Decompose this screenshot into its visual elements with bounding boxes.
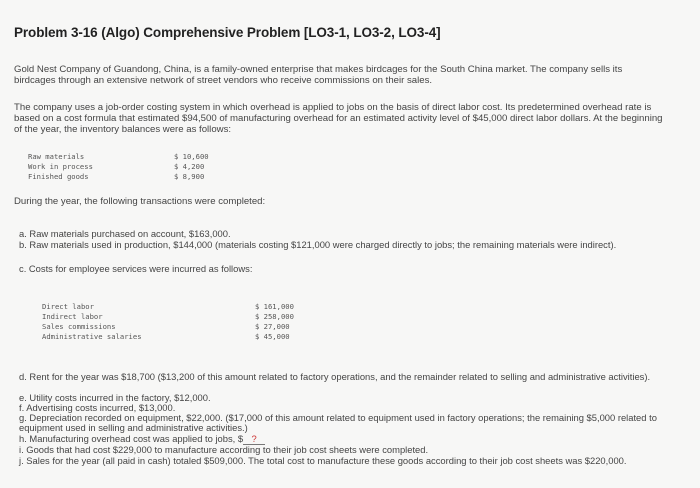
transaction-b: b. Raw materials used in production, $144,000 (materials costing $121,000 were charged directly to jobs; the remaining materials were indirect). xyxy=(19,239,617,250)
employee-cost-label: Sales commissions xyxy=(42,322,116,331)
transactions-intro: During the year, the following transactions were completed: xyxy=(14,196,266,207)
inventory-value: $ 4,200 xyxy=(174,162,205,171)
employee-cost-value: $ 27,000 xyxy=(255,322,290,331)
employee-cost-label: Indirect labor xyxy=(42,312,103,321)
employee-costs-table xyxy=(42,302,342,342)
employee-cost-row xyxy=(42,322,342,332)
employee-cost-value: $ 45,000 xyxy=(255,332,290,341)
costing-paragraph: The company uses a job-order costing system in which overhead is applied to jobs on the basis of direct labor cost. Its predetermined overhead rate is based on a cost formula that estimated $94,500 of manufacturing overhead for an estimated activity level of $45,000 direct labor dollars. At the beginning of the year, the inventory balances were as follows: xyxy=(14,102,663,135)
problem-title: Problem 3-16 (Algo) Comprehensive Problem [LO3-1, LO3-2, LO3-4] xyxy=(14,25,441,40)
inventory-row-finished-goods xyxy=(28,172,228,182)
inventory-balances-table xyxy=(28,152,228,182)
employee-cost-row xyxy=(42,302,342,312)
transaction-g: g. Depreciation recorded on equipment, $22,000. ($17,000 of this amount related to equipment used in factory operations; the remaining $5,000 related to equipment used in selling and administrative activities.) xyxy=(19,412,657,433)
employee-cost-label: Administrative salaries xyxy=(42,332,142,341)
transaction-c: c. Costs for employee services were incurred as follows: xyxy=(19,263,253,274)
employee-cost-value: $ 161,000 xyxy=(255,302,294,311)
inventory-value: $ 8,900 xyxy=(174,172,205,181)
employee-cost-label: Direct labor xyxy=(42,302,94,311)
inventory-label: Work in process xyxy=(28,162,93,171)
inventory-row-raw-materials xyxy=(28,152,228,162)
transaction-d: d. Rent for the year was $18,700 ($13,200 of this amount related to factory operations, and the remainder related to selling and administrative activities). xyxy=(19,371,651,382)
inventory-label: Finished goods xyxy=(28,172,89,181)
transaction-h-text: h. Manufacturing overhead cost was applied to jobs, $ xyxy=(19,433,244,444)
transaction-i: i. Goods that had cost $229,000 to manufacture according to their job cost sheets were completed. xyxy=(19,444,429,455)
intro-paragraph: Gold Nest Company of Guandong, China, is a family-owned enterprise that makes birdcages for the South China market. The company sells its birdcages through an extensive network of street vendors who receive commissions on their sales. xyxy=(14,64,623,86)
inventory-label: Raw materials xyxy=(28,152,85,161)
inventory-row-work-in-process xyxy=(28,162,228,172)
overhead-applied-blank[interactable]: ? xyxy=(243,434,265,445)
employee-cost-row xyxy=(42,312,342,322)
employee-cost-value: $ 258,000 xyxy=(255,312,294,321)
transaction-e: e. Utility costs incurred in the factory, $12,000. xyxy=(19,392,211,403)
transaction-a: a. Raw materials purchased on account, $163,000. xyxy=(19,228,231,239)
transaction-f: f. Advertising costs incurred, $13,000. xyxy=(19,402,176,413)
inventory-value: $ 10,600 xyxy=(174,152,209,161)
transaction-j: j. Sales for the year (all paid in cash) totaled $509,000. The total cost to manufacture these goods according to their job cost sheets was $220,000. xyxy=(19,455,627,466)
employee-cost-row xyxy=(42,332,342,342)
